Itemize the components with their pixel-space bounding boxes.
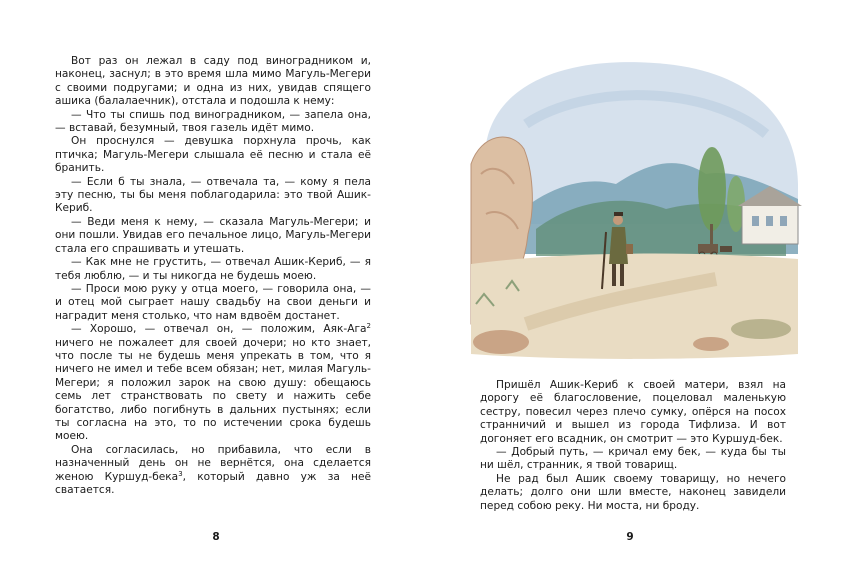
text-run: — Хорошо, — отвечал он, — положим, Аяк-Ага xyxy=(71,323,367,336)
left-text-column xyxy=(55,55,371,497)
paragraph: — Если б ты знала, — отвечала та, — кому я пела эту песню, ты бы меня поблагодарила: это твой Ашик-Кериб. xyxy=(55,175,371,215)
footnote-mark: 3 xyxy=(178,469,183,478)
page-number: 9 xyxy=(626,531,634,543)
foreground-rock xyxy=(473,330,529,354)
paragraph: Вот раз он лежал в саду под виноградником и, наконец, заснул; в это время шла мимо Магуль-Мегери с своими подругами; и одна из них, увидав спящего ашика (балалаечник), отстала и подошла к нему: xyxy=(55,55,371,108)
paragraph: — Проси мою руку у отца моего, — говорила она, — и отец мой сыграет нашу свадьбу на свои деньги и наградит меня столько, что нам вдвоём достанет. xyxy=(55,282,371,322)
illustration xyxy=(466,24,804,364)
paragraph: — Что ты спишь под виноградником, — запела она, — вставай, безумный, твоя газель идёт мимо. xyxy=(55,108,371,135)
page-number: 8 xyxy=(212,531,220,543)
paragraph: Пришёл Ашик-Кериб к своей матери, взял на дорогу её благословение, поцеловал маленькую сестру, повесил через плечо сумку, опёрся на посох странничий и вышел из города Тифлиза. И вот догоняет его всадник, он смотрит — это Куршуд-бек. xyxy=(480,379,786,445)
right-page xyxy=(422,0,844,586)
poplar-tree xyxy=(698,147,726,231)
paragraph xyxy=(55,444,371,498)
paragraph: — Веди меня к нему, — сказала Магуль-Мегери; и они пошли. Увидав его печальное лицо, Магуль-Мегери стала его спрашивать и утешать. xyxy=(55,215,371,255)
text-run: Она согласилась, но прибавила, что если в назначенный день он не вернётся, она сделается женою Куршуд-бека xyxy=(55,443,371,483)
paragraph: Не рад был Ашик своему товарищу, но нечего делать; долго они шли вместе, наконец завидели перед собою реку. Ни моста, ни броду. xyxy=(480,472,786,512)
landscape-illustration xyxy=(466,24,804,364)
paragraph: Он проснулся — девушка порхнула прочь, как птичка; Магуль-Мегери слышала её песню и стала её бранить. xyxy=(55,135,371,175)
text-run: ничего не пожалеет для своей дочери; но кто знает, что после ты не будешь меня упрекать в том, что я ничего не имел и тебе всем обязан; нет, милая Магуль-Мегери; я положил зарок на свою душу: обещаюсь семь лет странствовать по свету и нажить себе богатство, либо погибнуть в дальних пустынях; если ты согласна на это, то по истечении срока будешь моею. xyxy=(55,336,371,443)
paragraph: — Как мне не грустить, — отвечал Ашик-Кериб, — я тебя люблю, — и ты никогда не будешь моею. xyxy=(55,256,371,282)
right-text-column xyxy=(480,379,786,513)
text-run: , который давно уж за неё сватается. xyxy=(55,470,372,496)
footnote-mark: 2 xyxy=(366,322,371,331)
paragraph: — Добрый путь, — кричал ему бек, — куда бы ты ни шёл, странник, я твой товарищ. xyxy=(480,446,786,472)
paragraph xyxy=(55,323,371,444)
